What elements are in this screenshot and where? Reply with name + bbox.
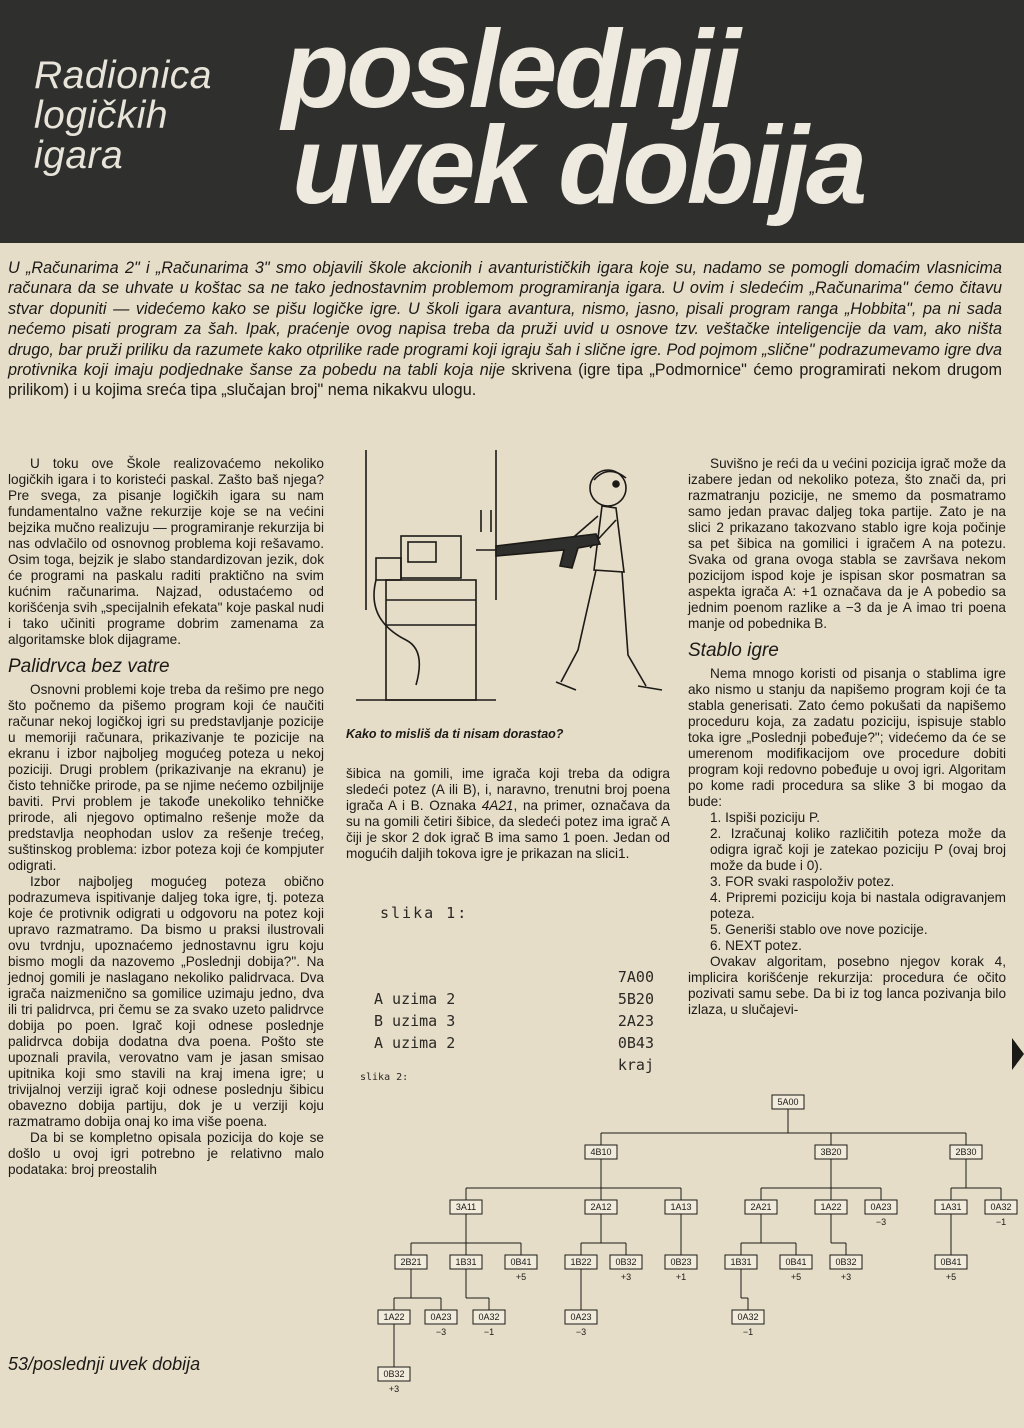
page-footer: 53/poslednji uvek dobija xyxy=(8,1354,201,1374)
algorithm-step: 4. Pripremi poziciju koja bi nastala odigravanjem poteza. xyxy=(710,890,1006,921)
tree-node-label: 0A23 xyxy=(430,1312,452,1322)
position-code: 0B43 xyxy=(617,1034,654,1052)
tree-node-label: 0B32 xyxy=(383,1369,405,1379)
paragraph: Izbor najboljeg mogućeg poteza obično podrazumeva ispitivanje daljeg toka igre, tj. poteza koje će protivnik odigrati u odgovoru na potez koji upravo razmatramo. Da bismo u praksi ilustrovali ovu tvrdnju, upoznaćemo jednostavnu igru koju bismo mogli da nazovemo „Poslednji dobija?". Na jednoj gomili je naslagano nekoliko palidrvaca. Dva igrača naizmenično sa gomilice uzimaju jedno, dva ili tri palidrvca, pri čemu se za svako uzeto palidrvce dobija po poen. Igrač koji odnese poslednje palidrvca dobija dodatna dva poena. Pošto ste upoznali pravila, verovatno vam je jasan smisao upitnika koji smo stavili na kraj imena igre; u trivijalnoj verziji igrač koji odnese poslednju šibicu obavezno dobija partiju, dok je u verziji koju razmatramo dobija onaj ko ima više poena. xyxy=(8,874,324,1129)
algorithm-steps xyxy=(688,810,1006,954)
listing-row xyxy=(374,966,654,988)
position-code: 5B20 xyxy=(617,990,654,1008)
tree-node-label: 1B22 xyxy=(570,1257,592,1267)
paragraph: U toku ove Škole realizovaćemo nekoliko logičkih igara i to koristeći paskal. Zašto baš njega? Pre svega, za pisanje logičkih igara su nam fundamentalno važne rekurzije koje se na većini bejzika mučno realizuju — programiranje rekurzija bi nas odvlačilo od osnovnog problema koji rešavamo. Osim toga, bejzik je slabo standardizovan jezik, dok će programi na paskalu raditi praktično na svim kućnim računarima. Najzad, odustaćemo od korišćenja svih „specijalnih efekata" koje paskal nudi i tako učiniti programe dobrim zamenama za algoritamske blok dijagrame. xyxy=(8,456,324,647)
section-kicker xyxy=(34,56,274,176)
figure-1-listing xyxy=(374,966,654,1076)
game-tree-diagram xyxy=(340,1085,1020,1410)
subheading: Stablo igre xyxy=(688,640,779,661)
position-code: 2A23 xyxy=(617,1012,654,1030)
tree-node-label: 1B31 xyxy=(455,1257,477,1267)
listing-row xyxy=(374,1054,654,1076)
tree-node-score: −3 xyxy=(435,1327,447,1337)
tree-node-score: −3 xyxy=(575,1327,587,1337)
tree-node-label: 2A21 xyxy=(750,1202,772,1212)
column-left xyxy=(8,456,324,1178)
tree-node-score: −1 xyxy=(742,1327,754,1337)
position-code: 7A00 xyxy=(617,968,654,986)
tree-node-score: −3 xyxy=(875,1217,887,1227)
paragraph xyxy=(346,766,670,862)
algorithm-step: 1. Ispiši poziciju P. xyxy=(710,810,821,825)
figure-1-label: slika 1: xyxy=(380,904,469,922)
intro-italic: U „Računarima 2" i „Računarima 3" smo objavili škole akcionih i avanturističkih igara koje su, nadamo se pomogli domaćim vlasnicima računara da se uhvate u koštac sa ne tako jednostavnim problemom programiranja igara. U ovim i sledećim „Računarima" ćemo čitavu stvar dopuniti — videćemo kako se pišu logičke igre. U školi igara avantura, nismo, jasno, pisali program ranga „Hobbita", pa ni sada nećemo pisati program za šah. Ipak, praćenje ovog napisa treba da pruži uvid u osnove tzv. veštačke inteligencije da vam, ako ništa drugo, bar pruži priliku da razumete kako otprilike rade programi koji igraju šah i slične igre. Pod pojmom „slične" podrazumevamo igre dva protivnika koji imaju podjednake šanse za pobedu na tabli koja nije xyxy=(8,259,1002,380)
paragraph: Nema mnogo koristi od pisanja o stablima igre ako nismo u stanju da napišemo program koji će ta stabla generisati. Zato ćemo pokušati da napišemo proceduru koja, za zadatu poziciju, ispisuje stablo toka igre „Poslednji pobeđuje?"; videćemo da će se umerenom modifikacijom ove procedure dobiti program koji redovno pobeđuje u ovoj igri. Algoritam po kome radi procedura sa slike 3 bi mogao da bude: xyxy=(688,666,1006,809)
paragraph: Da bi se kompletno opisala pozicija do koje se došlo u ovoj igri potrebno je relativno malo podataka: broj preostalih xyxy=(8,1130,324,1177)
article-title xyxy=(282,8,1002,227)
move-text: A uzima 2 xyxy=(374,1034,456,1052)
kicker-line: igara xyxy=(34,134,124,177)
tree-node-score: +3 xyxy=(840,1272,852,1282)
cartoon-illustration xyxy=(346,450,672,716)
tree-node-score: +3 xyxy=(388,1384,400,1394)
column-right xyxy=(688,456,1006,1018)
text-run: , na primer, označava da su na gomili četiri šibice, da sledeći potez ima igrač A čiji je skor 2 dok igrač B ima samo 1 poen. Jedan od mogućih daljih tokova igre je prikazan na slici1. xyxy=(346,798,670,861)
tree-node-label: 2A12 xyxy=(590,1202,612,1212)
tree-node-label: 0A32 xyxy=(478,1312,500,1322)
tree-node-label: 0B41 xyxy=(785,1257,807,1267)
kicker-line: logičkih xyxy=(34,94,169,137)
subheading: Palidrvca bez vatre xyxy=(8,656,170,677)
position-code: 4A21 xyxy=(481,798,514,813)
intro-paragraph xyxy=(8,258,1002,401)
column-middle xyxy=(346,766,670,862)
listing-row xyxy=(374,1010,654,1032)
tree-node-label: 1B31 xyxy=(730,1257,752,1267)
figure-2-label: slika 2: xyxy=(360,1072,409,1083)
tree-node-label: 0B41 xyxy=(510,1257,532,1267)
position-code: kraj xyxy=(617,1056,654,1074)
algorithm-step: 5. Generiši stablo ove nove pozicije. xyxy=(710,922,928,937)
intro-tail: skrivena (igre tipa „Podmornice" ćemo programirati nekom drugom prilikom) i u kojima sreća tipa „slučajan broj" nema nikakvu ulogu. xyxy=(8,361,1003,400)
tree-node-score: +5 xyxy=(945,1272,957,1282)
tree-node-score: −1 xyxy=(483,1327,495,1337)
tree-node-label: 3A11 xyxy=(455,1202,477,1212)
cartoon-caption: Kako to misliš da ti nisam dorastao? xyxy=(346,727,564,741)
tree-node-label: 0A32 xyxy=(990,1202,1012,1212)
tree-node-label: 0B23 xyxy=(670,1257,692,1267)
move-text: A uzima 2 xyxy=(374,990,456,1008)
tree-node-label: 2B30 xyxy=(955,1147,977,1157)
tree-node-label: 0A32 xyxy=(737,1312,759,1322)
tree-node-score: +5 xyxy=(515,1272,527,1282)
algorithm-step: 6. NEXT potez. xyxy=(710,938,802,953)
tree-node-label: 3B20 xyxy=(820,1147,842,1157)
tree-node-score: +3 xyxy=(620,1272,632,1282)
title-line: uvek dobija xyxy=(292,104,865,227)
tree-node-label: 1A31 xyxy=(940,1202,962,1212)
text-run: šibica na gomili, ime igrača koji treba da odigra sledeći potez (A ili B), i, naravno, trenutni broj poena igrača A i B. Oznaka xyxy=(346,766,670,813)
tree-node-label: 4B10 xyxy=(590,1147,612,1157)
tree-node-label: 5A00 xyxy=(777,1097,799,1107)
tree-node-score: +1 xyxy=(675,1272,687,1282)
tree-node-score: −1 xyxy=(995,1217,1007,1227)
paragraph: Osnovni problemi koje treba da rešimo pre nego što počnemo da pišemo program koji će naučiti računar nekoj logičkoj igri su predstavljanje pozicije u memoriji računara, prikazivanje te pozicije na ekranu i izbor najboljeg mogućeg poteza u nekoj poziciji. Drugi problem (prikazivanje na ekranu) je čisto tehničke prirode, pa se njime nećemo ozbiljnije baviti. Prvi problem je takođe unekoliko tehničke prirode, ali njegovo optimalno rešenje može da predstavlja neophodan uslov za rešenje trećeg, suštinskog problema: izbor poteza koji će kompjuter odigrati. xyxy=(8,682,324,873)
listing-row xyxy=(374,1032,654,1054)
algorithm-step: 2. Izračunaj koliko različitih poteza može da odigra igrač koji je zatekao poziciju P (ovaj broj može da bude i 0). xyxy=(710,826,1006,873)
continue-arrow-icon xyxy=(1012,1038,1024,1070)
title-line: poslednji xyxy=(282,8,738,131)
algorithm-step: 3. FOR svaki raspoloživ potez. xyxy=(710,874,895,889)
tree-node-label: 0B41 xyxy=(940,1257,962,1267)
tree-node-label: 1A22 xyxy=(820,1202,842,1212)
tree-node-label: 0B32 xyxy=(615,1257,637,1267)
tree-node-label: 1A22 xyxy=(383,1312,405,1322)
tree-node-label: 1A13 xyxy=(670,1202,692,1212)
listing-row xyxy=(374,988,654,1010)
kicker-line: Radionica xyxy=(34,54,212,97)
paragraph: Ovakav algoritam, posebno njegov korak 4, implicira korišćenje rekurzija: procedura će očito pozivati samu sebe. Da bi iz tog lanca pozivanja bilo izlaza, u slučajevi- xyxy=(688,954,1006,1017)
tree-node-score: +5 xyxy=(790,1272,802,1282)
header-band xyxy=(0,0,1024,243)
paragraph: Suvišno je reći da u većini pozicija igrač može da izabere jedan od nekoliko poteza, što znači da, pri razmatranju pozicije, ne smemo da posmatramo samo jedan pravac daljeg toka partije. Zato je na slici 2 prikazano takozvano stablo igre koja počinje sa pet šibica na gomilici i igračem A na potezu. Svaka od grana ovoga stabla se završava nekom pozicijom ispod koje je ispisan skor posmatran sa aspekta igrača A: +1 označava da je A pobedio sa jednim poenom razlike a −3 da je A imao tri poena manje od pobednika B. xyxy=(688,456,1006,631)
tree-node-label: 0B32 xyxy=(835,1257,857,1267)
tree-node-label: 2B21 xyxy=(400,1257,422,1267)
move-text: B uzima 3 xyxy=(374,1012,456,1030)
tree-node-label: 0A23 xyxy=(570,1312,592,1322)
tree-node-label: 0A23 xyxy=(870,1202,892,1212)
